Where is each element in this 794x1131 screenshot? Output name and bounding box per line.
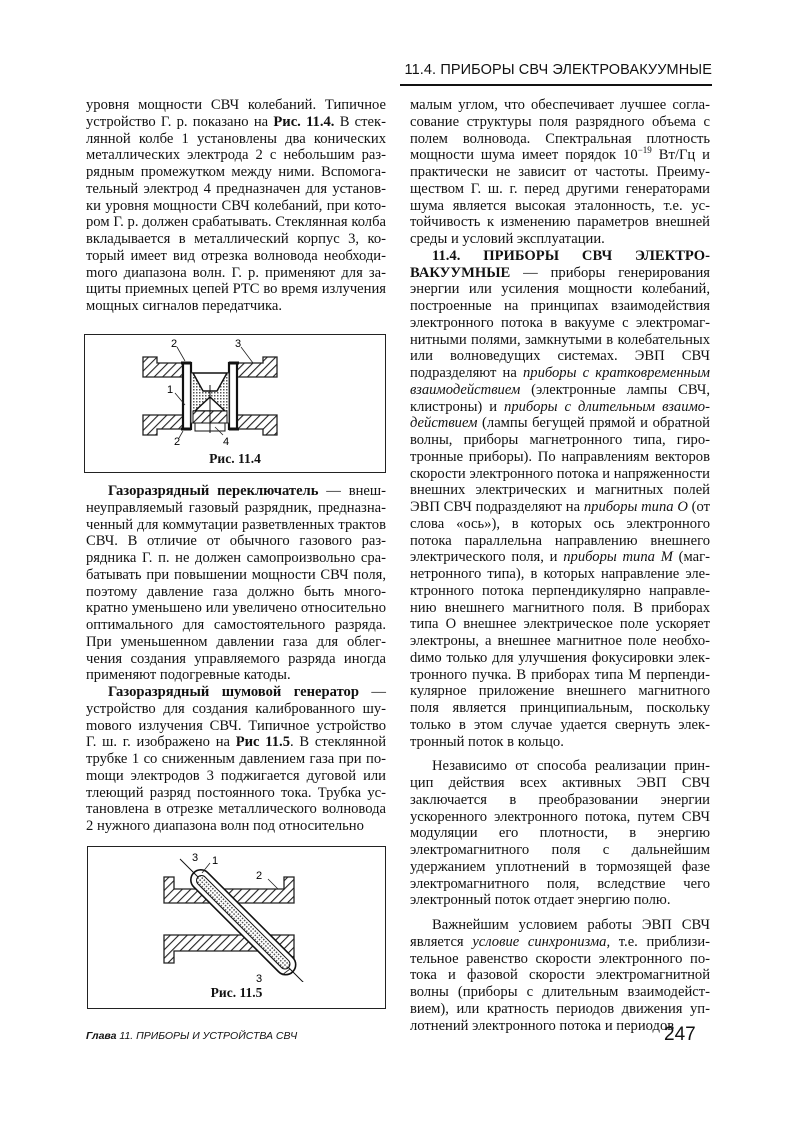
- emphasis: условие синхронизма,: [472, 933, 611, 950]
- running-head: 11.4. ПРИБОРЫ СВЧ ЭЛЕКТРОВАКУУМНЫЕ: [404, 62, 712, 78]
- text: (лампы бегущей прямой и обратной волны, приборы магнетронного типа, гиротронные приборы). По направлениям векторов скорости электронного потока и напряженности внешних электрических и магнитных полей ЭВП СВЧ подразделяют на: [410, 415, 710, 515]
- footer-chapter: [86, 1030, 297, 1042]
- figure-caption: Рис. 11.5: [210, 985, 263, 1000]
- paragraph: [86, 97, 386, 315]
- text: т.е. приблизительное равенство скорости электронного потока и фазовой скорости электромагнитной волны (приборы с длительным взаимодействием), или кратность периодов движения уплотнений электронного потока и периодов: [410, 933, 711, 1034]
- figure-reference: Рис 11.5: [235, 734, 291, 751]
- term: Газоразрядный шумовой генератор: [108, 684, 359, 700]
- label-2b: 2: [174, 436, 181, 445]
- paragraph: [410, 97, 710, 248]
- text: . В стеклянной трубке 1 со сниженным давлением газа при поmощи электродов 3 поджигается дуговой или тлеющий разряд постоянного тока. Трубка установлена в отрезке металлического волновода 2 нужного диапазона волн под относительно: [86, 734, 387, 834]
- figure-11-5: [87, 846, 386, 1009]
- paragraph: [410, 917, 710, 1034]
- label-3: 3: [235, 338, 242, 350]
- text: — внешнеуправляемый газовый разрядник, предназначенный для коммутации разветвленных трактов СВЧ. В отличие от обычного газового разрядника Г. п. не должен самопроизвольно срабатывать при повышении мощности СВЧ поля, поэтому давление газа должно быть многократно уменьшено или увеличено относительно оптимального для самостоятельного разряда. При уменьшенном давлении газа для облегчения создания управляемого разряда иногда применяют подогревные катоды.: [86, 483, 387, 684]
- text: — приборы генерирования энергии или усиления мощности колебаний, построенные на принципах взаимодействия электронного потока в вакууме с электромагнитными полями, замкнутыми в колебательных или волноведущих системах. ЭВП СВЧ подразделяют на: [410, 264, 710, 381]
- left-column-continued: [86, 483, 386, 835]
- label-1: 1: [167, 384, 174, 396]
- text: Важнейшим условием работы ЭВП СВЧ является: [410, 917, 710, 950]
- left-column: [86, 97, 386, 315]
- emphasis: приборы типа О: [583, 499, 688, 515]
- figure-caption: Рис. 11.4: [209, 451, 261, 466]
- right-column: [410, 97, 710, 1034]
- gas-discharge-noise-generator-diagram: [88, 847, 385, 982]
- emphasis: приборы типа М: [563, 549, 673, 566]
- text: (от слова «ось»), в которых ось электронного потока параллельна направлению внешнего электрического поля, и: [410, 499, 710, 566]
- label-2: 2: [171, 338, 178, 350]
- emphasis: приборы с длительным взаимодействием: [410, 398, 710, 432]
- text: В стеклянной колбе 1 установлены два конических металлических электрода 2 с небольшим разрядным промежутком между ними. Вспомогательный электрод 4 предназначен для установки уровня мощности СВЧ колебаний, при котором Г. р. должен срабатывать. Стеклянная колба вкладывается в металлический корпус 3, который имеет вид отрезка волновода необходиmого диапазона волн. Г. р. применяют для защиты приемных цепей РТС во время излучения мощных сигналов передатчика.: [86, 113, 386, 314]
- text: — устройство для создания калиброванного шуmового излучения СВЧ. Типичное устройство Г. ш. г. изображено на: [86, 684, 387, 751]
- exponent: −19: [637, 145, 652, 156]
- figure-reference: Рис. 11.4.: [273, 113, 335, 130]
- section-heading: 11.4. ПРИБОРЫ СВЧ ЭЛЕКТРОВАКУУМНЫЕ: [410, 247, 710, 281]
- label-1: 1: [212, 855, 219, 867]
- text: Вт/Гц и практически не зависит от частоты. Преимуществом Г. ш. г. перед другими генераторами шума является высокая эталонность, т.е. устойчивость к изменению параметров внешней среды и условий эксплуатации.: [410, 147, 710, 247]
- text: (магнетронного типа), в которых направление электронного потока перпендикулярно направлению внешнего магнитного поля. В приборах типа О внешнее электрическое поле ускоряет электроны, а внешнее магнитное поле необхоdимо только для улучшения фокусировки электронного пучка. В приборах типа М перпендикулярное приложение внешнего магнитного поля является принципиальным, поскольку только в этом случае удается свернуть электронный поток в кольцо.: [410, 549, 710, 750]
- text: уровня мощности СВЧ колебаний. Типичное устройство Г. р. показано на: [86, 97, 386, 130]
- label-3b: 3: [256, 973, 263, 982]
- paragraph: [86, 684, 386, 835]
- text: (электронные лампы СВЧ, клистроны) и: [410, 381, 710, 415]
- emphasis: приборы с кратковременным взаимодействием: [410, 365, 710, 398]
- chapter-label: Глава: [86, 1030, 117, 1042]
- gas-discharge-arrester-diagram: [85, 335, 385, 445]
- text: малым углом, что обеспечивает лучшее согласование структуры поля разрядного объема с полем волновода. Спектральная плотность мощности шума имеет порядок 10: [410, 97, 710, 164]
- paragraph: [86, 483, 386, 684]
- label-4: 4: [223, 436, 230, 445]
- chapter-title: 11. ПРИБОРЫ И УСТРОЙСТВА СВЧ: [116, 1030, 298, 1042]
- running-head-rule: [400, 84, 712, 86]
- label-3: 3: [192, 852, 199, 864]
- term: Газоразрядный переключатель: [108, 483, 319, 499]
- page-number: 247: [664, 1024, 696, 1045]
- label-2: 2: [256, 870, 263, 882]
- section-paragraph: [410, 248, 710, 751]
- figure-11-4: [84, 334, 386, 473]
- paragraph: Независимо от способа реализации принцип действия всех активных ЭВП СВЧ заключается в преобразовании энергии ускоренного электронного потока, путем СВЧ модуляции его плотности, в энергию электромагнитного поля с дальнейшим удержанием уплотнений в тормозящей фазе электромагнитного поля, вследствие чего электронный поток отдает энергию полю.: [410, 758, 710, 909]
